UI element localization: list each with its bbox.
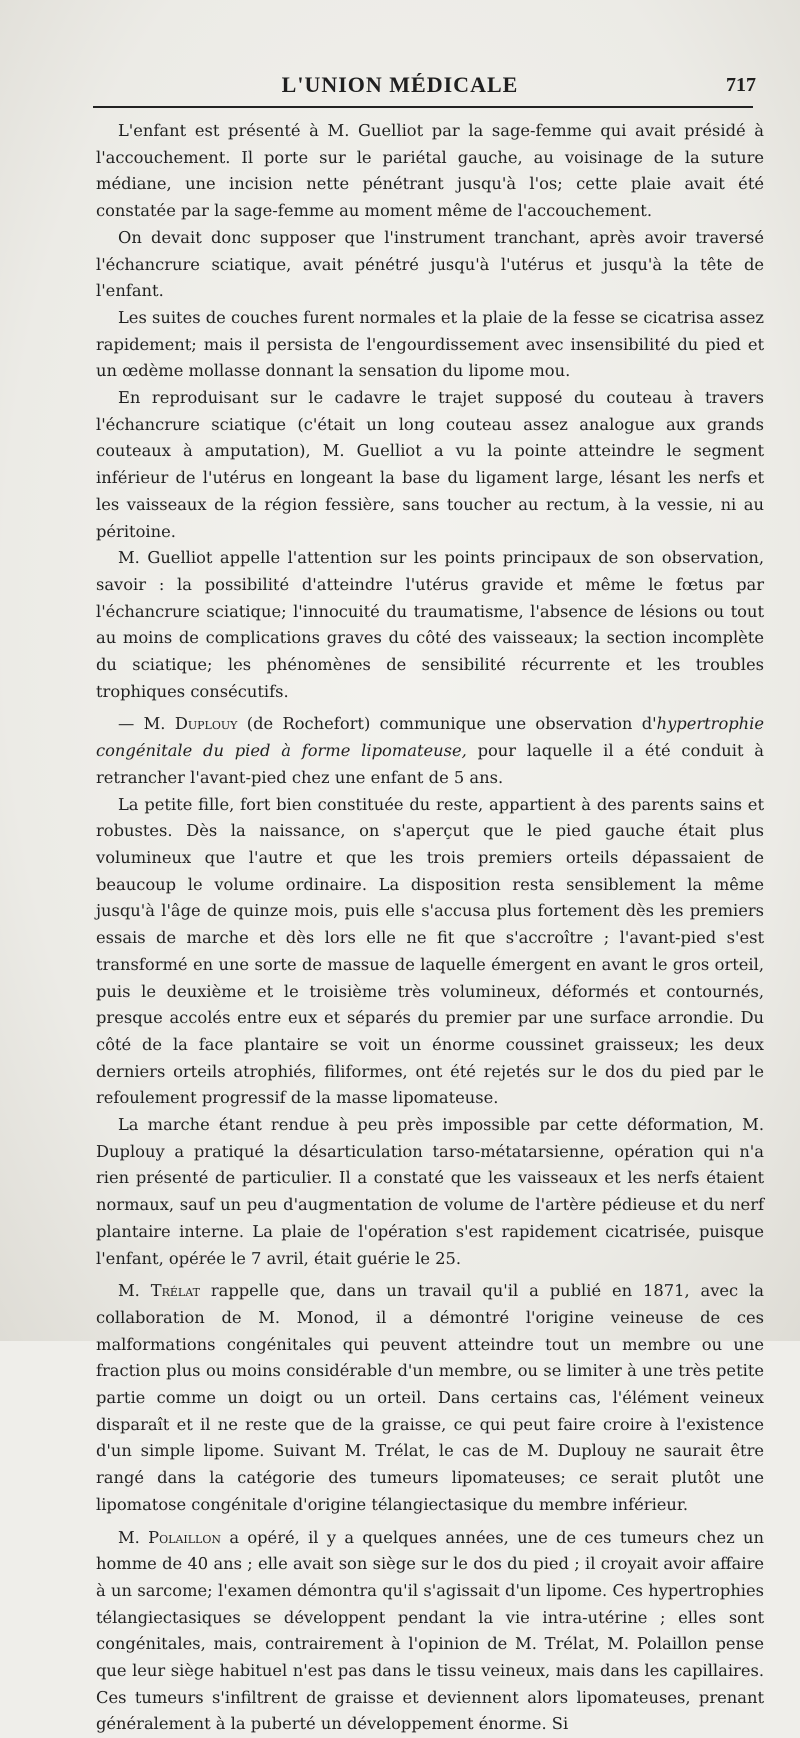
text-run: M. [118, 1281, 151, 1301]
text-run: pour laquelle il a été conduit à retrancher l'avant-pied chez une enfant de 5 ans. [96, 741, 764, 787]
page-number: 717 [726, 74, 756, 96]
text-run: L'enfant est présenté à M. Guelliot par la sage-femme qui avait présidé à l'accouchement. Il porte sur le pariétal gauche, au voisinage de la suture médiane, une incision nette pénétrant jusqu'à l'os; cette plaie avait été constatée par la sage-femme au moment même de l'accouchement. [96, 121, 764, 221]
text-run: La marche étant rendue à peu près impossible par cette déformation, M. Duplouy a pratiqué la désarticulation tarso-métatarsienne, opération qui n'a rien présenté de particulier. Il a constaté que les vaisseaux et les nerfs étaient normaux, sauf un peu d'augmentation de volume de l'artère pédieuse et du nerf plantaire interne. La plaie de l'opération s'est rapidement cicatrisée, puisque l'enfant, opérée le 7 avril, était guérie le 25. [96, 1115, 764, 1268]
paragraph [96, 305, 764, 385]
text-run: rappelle que, dans un travail qu'il a publié en 1871, avec la collaboration de M. Monod, il a démontré l'origine veineuse de ces malformations congénitales qui peuvent atteindre tout un membre ou une fraction plus ou moins considérable d'un membre, ou se limiter à une très petite partie comme un doigt ou un orteil. Dans certains cas, l'élément veineux disparaît et il ne reste que de la graisse, ce qui peut faire croire à l'existence d'un simple lipome. Suivant M. Trélat, le cas de M. Duplouy ne saurait être rangé dans la catégorie des tumeurs lipomateuses; ce serait plutôt une lipomatose congénitale d'origine télangiectasique du membre inférieur. [96, 1281, 764, 1514]
author-name: Duplouy [174, 714, 238, 734]
running-title: L'UNION MÉDICALE [281, 72, 519, 97]
text-run: Les suites de couches furent normales et la plaie de la fesse se cicatrisa assez rapidement; mais il persista de l'engourdissement avec insensibilité du pied et un œdème mollasse donnant la sensation du lipome mou. [96, 307, 764, 381]
text-run: (de Rochefort) communique une observation d' [237, 714, 657, 734]
text-run: On devait donc supposer que l'instrument tranchant, après avoir traversé l'échancrure sciatique, avait pénétré jusqu'à l'utérus et jusqu'à la tête de l'enfant. [96, 227, 764, 301]
text-run: — M. [118, 714, 175, 734]
paragraph [96, 711, 764, 791]
header-rule [93, 106, 753, 108]
paragraph [96, 225, 764, 305]
running-header [0, 72, 800, 102]
paragraph [96, 545, 764, 705]
paragraph [96, 118, 764, 225]
text-run: M. [118, 1527, 149, 1547]
author-name: Polaillon [148, 1527, 221, 1547]
author-name: Trélat [150, 1281, 200, 1301]
text-run: En reproduisant sur le cadavre le trajet supposé du couteau à travers l'échancrure sciatique (c'était un long couteau assez analogue aux grands couteaux à amputation), M. Guelliot a vu la pointe atteindre le segment inférieur de l'utérus en longeant la base du ligament large, lésant les nerfs et les vaisseaux de la région fessière, sans toucher au rectum, à la vessie, ni au péritoine. [96, 388, 764, 541]
article-body [96, 118, 764, 1738]
text-run: La petite fille, fort bien constituée du reste, appartient à des parents sains et robustes. Dès la naissance, on s'aperçut que le pied gauche était plus volumineux que l'autre et que les trois premiers orteils dépassaient de beaucoup le volume ordinaire. La disposition resta sensiblement la même jusqu'à l'âge de quinze mois, puis elle s'accusa plus fortement dès les premiers essais de marche et dès lors elle ne fit que s'accroître ; l'avant-pied s'est transformé en une sorte de massue de laquelle émergent en avant le gros orteil, puis le deuxième et le troisième très volumineux, déformés et contournés, presque accolés entre eux et séparés du premier par une surface arrondie. Du côté de la face plantaire se voit un énorme coussinet graisseux; les deux derniers orteils atrophiés, filiformes, ont été rejetés sur le dos du pied par le refoulement progressif de la masse lipomateuse. [96, 794, 764, 1108]
text-run: M. Guelliot appelle l'attention sur les points principaux de son observation, savoir : la possibilité d'atteindre l'utérus gravide et même le fœtus par l'échancrure sciatique; l'innocuité du traumatisme, l'absence de lésions ou tout au moins de complications graves du côté des vaisseaux; la section incomplète du sciatique; les phénomènes de sensibilité récurrente et les troubles trophiques consécutifs. [96, 548, 764, 701]
paragraph [96, 1525, 764, 1738]
paragraph [96, 1112, 764, 1272]
text-run: a opéré, il y a quelques années, une de ces tumeurs chez un homme de 40 ans ; elle avait son siège sur le dos du pied ; il croyait avoir affaire à un sarcome; l'examen démontra qu'il s'agissait d'un lipome. Ces hypertrophies télangiectasiques se développent pendant la vie intra-utérine ; elles sont congénitales, mais, contrairement à l'opinion de M. Trélat, M. Polaillon pense que leur siège habituel n'est pas dans le tissu veineux, mais dans les capillaires. Ces tumeurs s'infiltrent de graisse et deviennent alors lipomateuses, prenant généralement à la puberté un développement énorme. Si [96, 1527, 764, 1734]
paragraph [96, 385, 764, 545]
paragraph [96, 792, 764, 1112]
paragraph [96, 1278, 764, 1518]
italic-text: hypertrophie congénitale du pied à forme lipomateuse, [96, 714, 765, 761]
